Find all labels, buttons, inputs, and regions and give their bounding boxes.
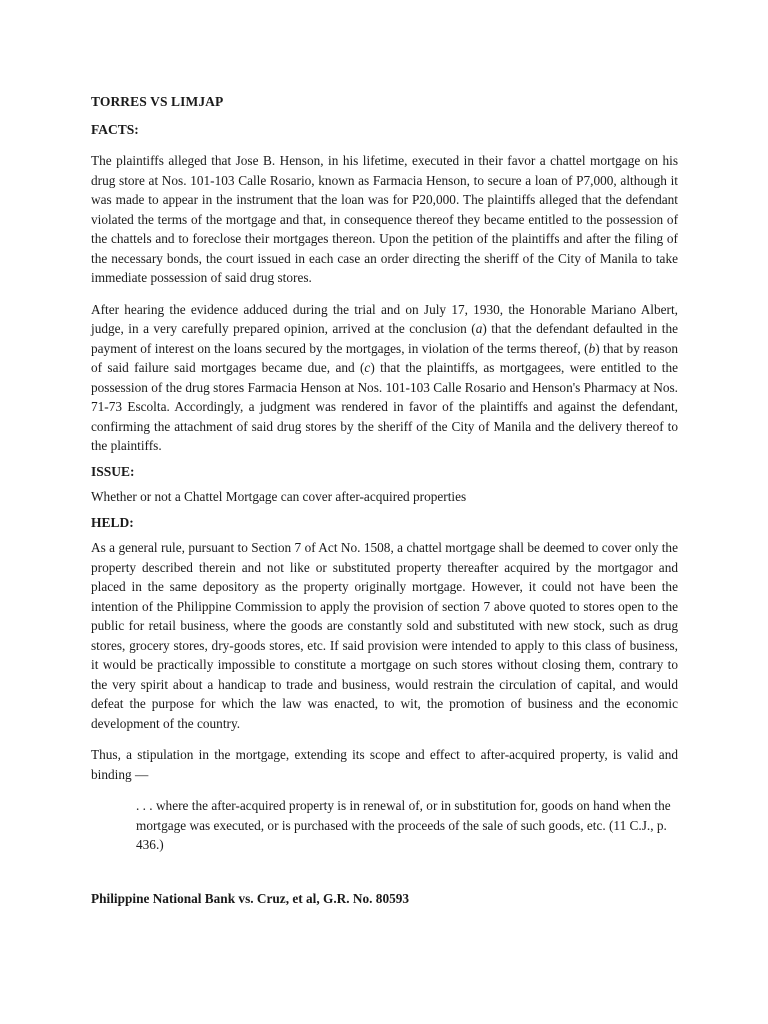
held-paragraph-1: As a general rule, pursuant to Section 7 of Act No. 1508, a chattel mortgage shall be deemed to cover only the property described therein and not like or substituted property thereafter acquired by the mortgagor and placed in the same depository as the property originally mortgage. However, it could not have been the intention of the Philippine Commission to apply the provision of section 7 above quoted to stores open to the public for retail business, where the goods are constantly sold and substituted with new stock, such as drug stores, grocery stores, dry-goods stores, etc. If said provision were intended to apply to this class of business, it would be practically impossible to constitute a mortgage on such stores without closing them, contrary to the very spirit about a handicap to trade and business, would restrain the circulation of capital, and would defeat the purpose for which the law was enacted, to wit, the promotion of business and the economic development of the country. <box>91 540 678 731</box>
held-paragraph-2: Thus, a stipulation in the mortgage, extending its scope and effect to after-acquired property, is valid and binding — <box>91 747 678 782</box>
case-title: TORRES VS LIMJAP <box>91 94 224 109</box>
facts-paragraph-2-text: ) that the defendant defaulted in the payment of interest on the loans secured by the mortgages, in violation of the terms thereof, ( <box>91 321 678 356</box>
issue-text: Whether or not a Chattel Mortgage can cover after-acquired properties <box>91 489 467 504</box>
next-case-title: Philippine National Bank vs. Cruz, et al, G.R. No. 80593 <box>91 891 410 906</box>
spacer <box>91 288 678 300</box>
clause-marker-b: b <box>588 340 596 356</box>
clause-marker-c: c <box>364 360 371 375</box>
spacer <box>91 733 678 745</box>
facts-paragraph-2-text: ) that by reason of said failure said mortgages became due, and ( <box>91 340 678 375</box>
facts-paragraph-1: The plaintiffs alleged that Jose B. Henson, in his lifetime, executed in their favor a chattel mortgage on his drug store at Nos. 101-103 Calle Rosario, known as Farmacia Henson, to secure a loan of P7,000, although it was made to appear in the instrument that the loan was for P20,000. The plaintiffs alleged that the defendant violated the terms of the mortgage and that, in consequence thereof they became entitled to the possession of the chattels and to foreclose their mortgages thereon. Upon the petition of the plaintiffs and after the filing of the necessary bonds, the court issued in each case an order directing the sheriff of the City of Manila to take immediate possession of said drug stores. <box>91 153 678 285</box>
issue-heading: ISSUE: <box>91 463 135 479</box>
held-heading: HELD: <box>91 514 134 530</box>
document-body <box>91 92 678 855</box>
facts-paragraph-2 <box>91 300 678 456</box>
block-quote: . . . where the after-acquired property is in renewal of, or in substitution for, goods on hand when the mortgage was executed, or is purchased with the proceeds of the sale of such goods, etc. (11 C.J., p. 436.) <box>136 798 671 852</box>
clause-marker-a: a <box>475 321 483 336</box>
facts-heading: FACTS: <box>91 121 139 137</box>
spacer <box>91 139 678 151</box>
facts-paragraph-2-text: After hearing the evidence adduced during the trial and on July 17, 1930, the Honorable Mariano Albert, judge, in a very carefully prepared opinion, arrived at the conclusion ( <box>91 301 678 336</box>
spacer <box>91 784 678 796</box>
facts-paragraph-2-text: ) that the plaintiffs, as mortgagees, were entitled to the possession of the drug stores Farmacia Henson at Nos. 101-103 Calle Rosario and Henson's Pharmacy at Nos. 71-73 Escolta. Accordingly, a judgment was rendered in favor of the plaintiffs and against the defendant, confirming the attachment of said drug stores by the sheriff of the City of Manila and the delivery thereof to the plaintiffs. <box>91 360 678 453</box>
